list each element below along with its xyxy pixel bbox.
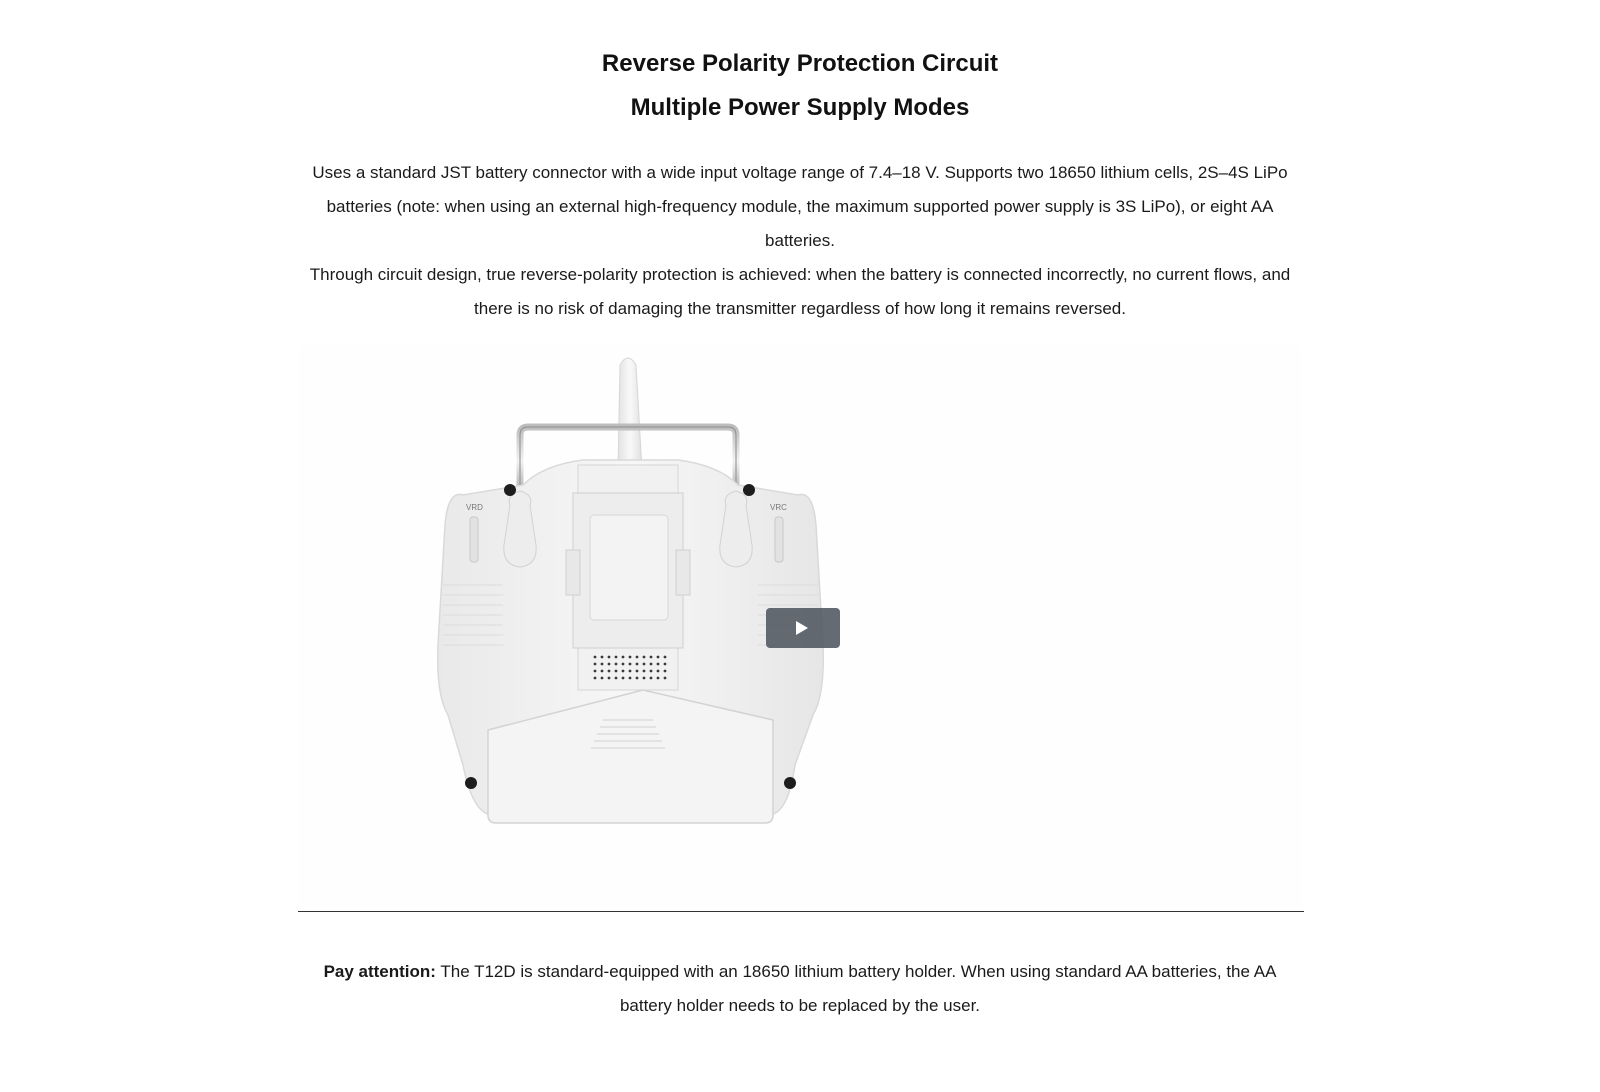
divider <box>298 911 1304 912</box>
video-player[interactable] <box>298 345 1302 905</box>
play-button[interactable] <box>766 608 840 648</box>
vrd-label: VRD <box>466 503 483 512</box>
page-title: Reverse Polarity Protection Circuit <box>601 50 999 77</box>
heading-block <box>0 42 1600 130</box>
vrc-label: VRC <box>770 503 787 512</box>
note <box>300 955 1300 1023</box>
description-paragraph-2: Through circuit design, true reverse-polarity protection is achieved: when the battery is connected incorrectly, no current flows, and there is no risk of damaging the transmitter regardless of how long it remains reversed. <box>309 265 1291 318</box>
description <box>300 156 1300 326</box>
note-label: Pay attention: <box>323 962 436 981</box>
play-icon <box>796 621 808 635</box>
note-text: The T12D is standard-equipped with an 18650 lithium battery holder. When using standard AA batteries, the AA battery holder needs to be replaced by the user. <box>435 962 1277 1015</box>
page-subtitle: Multiple Power Supply Modes <box>630 94 970 121</box>
description-paragraph-1: Uses a standard JST battery connector with a wide input voltage range of 7.4–18 V. Supports two 18650 lithium cells, 2S–4S LiPo batteries (note: when using an external high-frequency module, the maximum supported power supply is 3S LiPo), or eight AA batteries. <box>312 163 1288 250</box>
